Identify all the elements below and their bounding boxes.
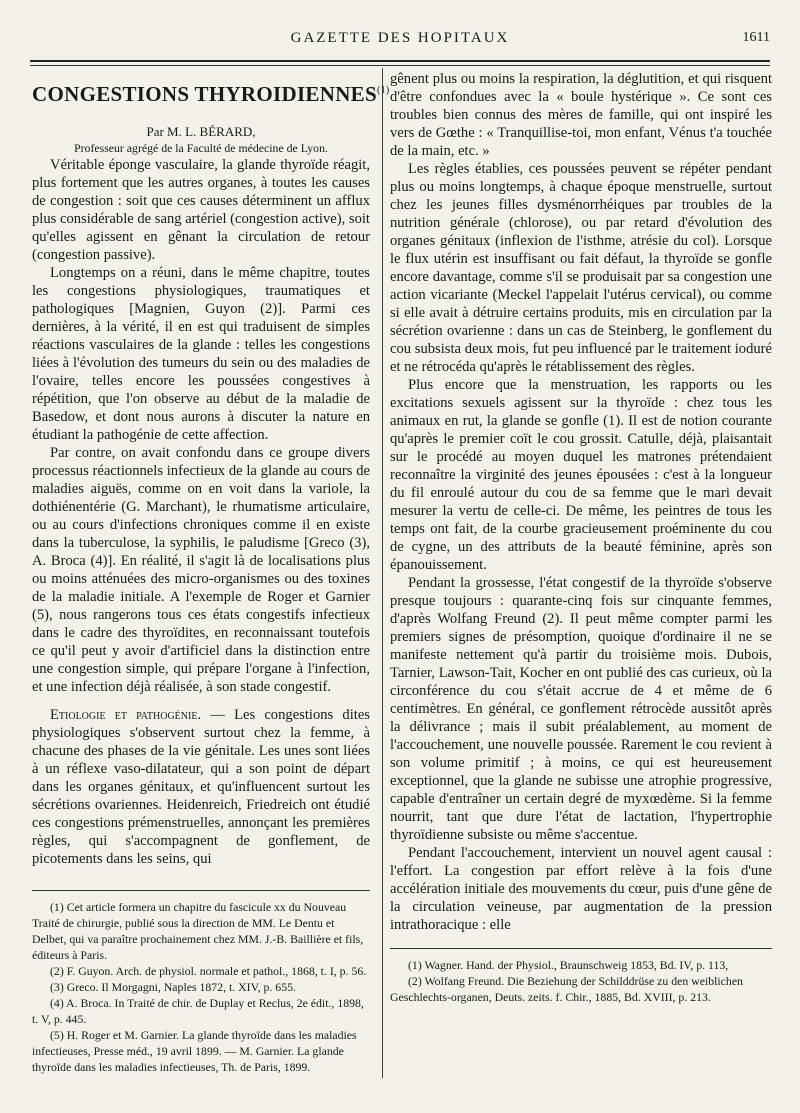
footnote: (1) Wagner. Hand. der Physiol., Braunschweig 1853, Bd. IV, p. 113, — [408, 958, 729, 972]
footnote: (1) Cet article formera un chapitre du fascicule xx du Nouveau Traité de chirurgie, publié sous la direction de MM. Le Dentu et Delbet, qui va paraître prochainement chez MM. J.-B. Baillière et fils, éditeurs à Paris. — [32, 900, 364, 962]
left-column — [32, 70, 390, 1075]
footnotes-left — [32, 899, 370, 1075]
footnote: (5) H. Roger et M. Garnier. La glande thyroïde dans les maladies infectieuses, Presse méd., 19 avril 1899. — M. Garnier. La glande thyroïde dans les maladies infectieuses, Th. de Paris, 1899. — [32, 1028, 357, 1074]
paragraph: Pendant l'accouchement, intervient un nouvel agent causal : l'effort. La congestion par effort relève à la fois d'une accélération initiale des mouvements du cœur, puis d'une gêne de la circulation veineuse, par augmentation de la pression intrathoracique : elle — [390, 845, 772, 933]
footnote: (4) A. Broca. In Traité de chir. de Duplay et Reclus, 2e édit., 1898, t. V, p. 445. — [32, 996, 364, 1026]
footnote-rule — [32, 890, 370, 891]
title-footnote-marker: (1) — [376, 85, 390, 96]
section-text: — Les congestions dites physiologiques s'observent surtout chez la femme, à chacune des phases de la vie génitale. Les unes sont liées à un réflexe vaso-dilatateur, qui a son point de départ dans les organes génitaux, et qu'influencent surtout les sécrétions ovariennes. Heidenreich, Friedreich ont étudié ces congestions prémenstruelles, annonçant les premières règles, qui s'accompagnent de gonflement, de picotements dans les seins, qui — [32, 707, 370, 867]
paragraph: Par contre, on avait confondu dans ce groupe divers processus réactionnels infectieux de la glande au cours de maladies aiguës, comme on en voit dans la variole, la dothiénentérie (G. Marchant), le rhumatisme articulaire, ou au cours d'infections chroniques comme il en existe dans la tuberculose, la syphilis, le paludisme [Greco (3), A. Broca (4)]. En réalité, il s'agit là de localisations plus ou moins atténuées des micro-organismes ou des toxines de la maladie initiale. A l'exemple de Roger et Garnier (5), nous rangerons tous ces états congestifs infectieux dans le cadre des thyroïdites, en reconnaissant toutefois ce qu'il peut y avoir d'artificiel dans la distinction entre une congestion simple, qui prépare l'organe à l'infection, et une infection déjà réalisée, à son stade congestif. — [32, 445, 370, 695]
header-rule-thin — [30, 65, 770, 66]
byline: Par M. L. BÉRARD, — [146, 124, 256, 139]
footnote-rule — [390, 948, 772, 949]
footnotes-right — [390, 957, 772, 1005]
paragraph-section — [32, 706, 370, 868]
paragraph: Longtemps on a réuni, dans le même chapitre, toutes les congestions physiologiques, traumatiques et pathologiques [Magnien, Guyon (2)]. Parmi ces dernières, à la vérité, il en est qui traduisent de simples réactions vasculaires de la glande : telles les congestions liées à l'évolution des tumeurs du sein ou des maladies de l'ovaire, telles encore les poussées congestives à répétition, que l'on observe au début de la maladie de Basedow, et dont nous aurons à discuter la nature en étudiant la pathogénie de cette affection. — [32, 265, 370, 443]
paragraph: Les règles établies, ces poussées peuvent se répéter pendant plus ou moins longtemps, à chaque époque menstruelle, surtout chez les jeunes filles dysménorrhéiques par troubles de la nutrition générale (chlorose), ou par retard d'évolution des organes génitaux (inflexion de l'isthme, atrésie du col). Lorsque le flux utérin est insuffisant ou fait défaut, la thyroïde se gonfle encore davantage, comme s'il se produisait par sa congestion une action vicariante (Meckel l'appelait l'utérus cervical), ou comme si elle avait à détruire certains produits, mis en circulation par la sécrétion ovarienne : dans un cas de Steinberg, le gonflement du cou subsista deux mois, fut peu influencé par le traitement ioduré et ne rétrocéda qu'après le rétablissement des règles. — [390, 161, 772, 375]
footnote: (2) Wolfang Freund. Die Beziehung der Schilddrüse zu den weiblichen Geschlechts-organen, Deuts. zeits. f. Chir., 1885, Bd. XVIII, p. 213. — [390, 974, 743, 1004]
paragraph: Pendant la grossesse, l'état congestif de la thyroïde s'observe presque toujours : quarante-cinq fois sur cinquante femmes, d'après Wolfang Freund (2). Il peut même compter parmi les premiers signes de présomption, quoique d'ordinaire il ne se manifeste nettement qu'à partir du troisième mois. Dubois, Tarnier, Lawson-Tait, Kocher en ont publié des cas curieux, où la circonférence du cou s'était accrue de 4 et même de 6 centimètres. En général, ce gonflement rétrocède aussitôt après la délivrance ; mais il subit préalablement, au moment de l'accouchement, une nouvelle poussée. Rarement le cou revient à son volume primitif ; à moins, ce qui est heureusement exceptionnel, que la glande ne subisse une atrophie progressive, capable d'entraîner un certain degré de myxœdème. Si la femme nourrit, tant que dure l'état de lactation, l'hypertrophie thyroïdienne subsiste ou même s'accentue. — [390, 575, 772, 843]
footnote: (3) Greco. Il Morgagni, Naples 1872, t. XIV, p. 655. — [50, 980, 296, 994]
affiliation: Professeur agrégé de la Faculté de médecine de Lyon. — [74, 141, 328, 155]
paragraph: Véritable éponge vasculaire, la glande thyroïde réagit, plus fortement que les autres organes, à toutes les causes de congestion : soit que ces causes déterminent un afflux plus considérable de sang artériel (congestion active), soit qu'elles agissent en gênant la circulation de retour (congestion passive). — [32, 157, 370, 263]
paragraph: Plus encore que la menstruation, les rapports ou les excitations sexuels agissent sur la thyroïde : chez tous les animaux en rut, la glande se gonfle (1). Il est de notion courante qu'après le premier coït le cou grossit. Catulle, déjà, plaisantait sur le procédé au moyen duquel les matrones prétendaient reconnaître la virginité des jeunes épousées : c'est à la longueur du fil enroulé autour du cou de sa femme que le mari devait mesurer la vertu de celle-ci. De même, les peintres de tous les temps ont fait, de la courbe gracieusement proéminente du cou de cygne, un des attributs de la beauté féminine, après son épanouissement. — [390, 377, 772, 573]
journal-title: GAZETTE DES HOPITAUX — [290, 30, 510, 46]
paragraph: gênent plus ou moins la respiration, la déglutition, et qui risquent d'être confondues avec la « boule hystérique ». Ce sont ces troubles bien connus des mères de famille, qui ont inspiré les vers de Gœthe : « Tranquillise-toi, mon enfant, Vénus t'a touchée de la main, etc. » — [390, 71, 772, 159]
page-number: 1611 — [742, 30, 770, 45]
article-title — [32, 82, 390, 106]
footnote: (2) F. Guyon. Arch. de physiol. normale et pathol., 1868, t. I, p. 56. — [50, 964, 367, 978]
article-title-text: CONGESTIONS THYROIDIENNES — [32, 82, 377, 106]
header-rule — [30, 60, 770, 62]
section-heading: Etiologie et pathogénie. — [50, 707, 202, 723]
column-divider — [382, 68, 383, 1078]
right-column — [390, 70, 772, 1005]
running-header — [30, 26, 770, 52]
